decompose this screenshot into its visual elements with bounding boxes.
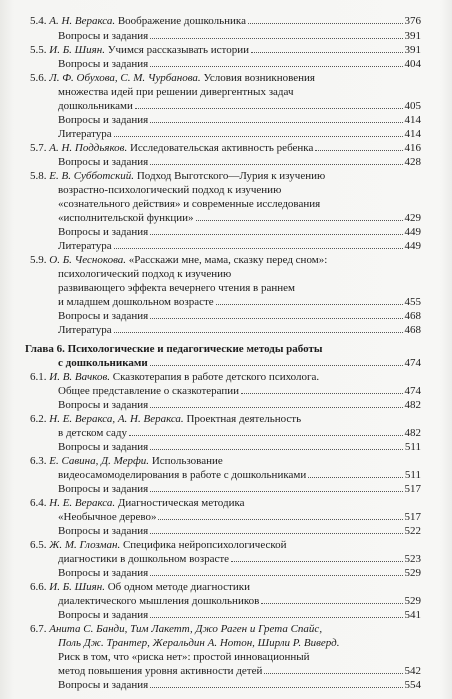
entry-text: Литература: [58, 128, 112, 140]
toc-entry[interactable]: [0, 637, 452, 649]
dot-leader: [251, 44, 403, 53]
entry-text: Вопросы и задания: [58, 114, 149, 126]
toc-entry[interactable]: [0, 581, 452, 593]
section-number: 6.6.: [30, 581, 47, 593]
page-number: 523: [404, 553, 421, 565]
page-number: 429: [404, 212, 421, 224]
author-name: А. Н. Веракса.: [49, 15, 116, 27]
entry-text: в детском саду: [58, 427, 128, 439]
toc-line: [58, 324, 112, 336]
toc-line: [58, 282, 295, 294]
toc-entry[interactable]: [0, 679, 452, 691]
toc-line: [30, 497, 245, 509]
section-title: Использование: [151, 455, 223, 467]
toc-line: [58, 86, 294, 98]
toc-line: [58, 128, 112, 140]
dot-leader: [261, 595, 402, 604]
dot-leader: [150, 58, 402, 67]
page-number: 449: [404, 240, 421, 252]
dot-leader: [114, 128, 403, 137]
entry-text: дошкольниками: [58, 100, 133, 112]
dot-leader: [264, 665, 402, 674]
page-number: 529: [404, 567, 421, 579]
entry-text: Общее представление о сказкотерапии: [58, 385, 240, 397]
entry-text: видеосамомоделирования в работе с дошкольниками: [58, 469, 307, 481]
section-title: Воображение дошкольника: [117, 15, 246, 27]
toc-line: [30, 15, 246, 27]
toc-line: [58, 198, 320, 210]
dot-leader: [150, 226, 402, 235]
section-number: 5.8.: [30, 170, 47, 182]
toc-line: [58, 441, 148, 453]
page-number: 428: [404, 156, 421, 168]
author-name: Ж. М. Глозман.: [49, 539, 121, 551]
entry-text: психологический подход к изучению: [58, 268, 232, 280]
entry-text: Литература: [58, 240, 112, 252]
toc-line: [58, 156, 148, 168]
toc-entry[interactable]: [0, 623, 452, 635]
toc-line: [58, 651, 310, 663]
author-name: Л. Ф. Обухова, С. М. Чурбанова.: [49, 72, 201, 84]
toc-line: [30, 254, 327, 266]
toc-entry[interactable]: [0, 100, 452, 112]
page-number: 468: [404, 324, 421, 336]
toc-entry[interactable]: [0, 385, 452, 397]
entry-text: Литература: [58, 324, 112, 336]
author-name: Н. Е. Веракса, А. Н. Веракса.: [49, 413, 184, 425]
page-number: 482: [404, 427, 421, 439]
entry-text: Вопросы и задания: [58, 567, 149, 579]
entry-text: Вопросы и задания: [58, 226, 149, 238]
page-number: 511: [404, 469, 421, 481]
page-number: 517: [404, 483, 421, 495]
toc-entry[interactable]: [0, 86, 452, 98]
entry-text: диалектического мышления дошкольников: [58, 595, 260, 607]
page-number: 522: [404, 525, 421, 537]
section-number: 6.1.: [30, 371, 47, 383]
toc-line: [25, 343, 322, 355]
toc-entry[interactable]: [0, 44, 452, 56]
toc-entry[interactable]: [0, 651, 452, 663]
toc-line: [58, 296, 214, 308]
entry-text: Вопросы и задания: [58, 399, 149, 411]
dot-leader: [129, 427, 402, 436]
toc-line: [58, 679, 148, 691]
toc-line: [58, 30, 148, 42]
toc-entry[interactable]: [0, 357, 452, 369]
page-number: 405: [404, 100, 421, 112]
author-name: Е. Савина, Д. Мерфи.: [49, 455, 150, 467]
toc-entry[interactable]: [0, 413, 452, 425]
dot-leader: [114, 324, 403, 333]
section-number: 6.4.: [30, 497, 47, 509]
toc-entry[interactable]: [0, 198, 452, 210]
toc-line: [30, 72, 315, 84]
toc-line: [58, 637, 339, 649]
author-name: О. Б. Чеснокова.: [49, 254, 127, 266]
toc-entry[interactable]: [0, 343, 452, 355]
author-name: И. Б. Шиян.: [49, 44, 105, 56]
author-name: Поль Дж. Трантер, Жеральдин А. Нотон, Ширли Р. Виверд.: [58, 637, 340, 649]
toc-entry[interactable]: [0, 539, 452, 551]
toc-line: [58, 240, 112, 252]
toc-line: [58, 114, 148, 126]
dot-leader: [158, 511, 402, 520]
entry-text: развивающего эффекта вечернего чтения в раннем: [58, 282, 295, 294]
section-title: Условия возникновения: [203, 72, 315, 84]
page-number: 529: [404, 595, 421, 607]
toc-entry[interactable]: [0, 399, 452, 411]
entry-text: «исполнительской функции»: [58, 212, 194, 224]
toc-line: [30, 142, 313, 154]
toc-entry[interactable]: [0, 469, 452, 481]
dot-leader: [150, 525, 402, 534]
toc-entry[interactable]: [0, 128, 452, 140]
dot-leader: [241, 385, 402, 394]
entry-text: метод повышения уровня активности детей: [58, 665, 263, 677]
toc-entry[interactable]: [0, 142, 452, 154]
toc-entry[interactable]: [0, 665, 452, 677]
toc-entry[interactable]: [0, 156, 452, 168]
toc-line: [58, 665, 262, 677]
page-number: 376: [404, 15, 421, 27]
entry-text: Вопросы и задания: [58, 156, 149, 168]
section-title: Сказкотерапия в работе детского психолога.: [112, 371, 320, 383]
entry-text: диагностики в дошкольном возрасте: [58, 553, 230, 565]
chapter-title: с дошкольниками: [58, 357, 148, 369]
dot-leader: [150, 310, 402, 319]
toc-entry[interactable]: [0, 595, 452, 607]
dot-leader: [150, 441, 403, 450]
toc-entry[interactable]: [0, 525, 452, 537]
dot-leader: [150, 357, 403, 366]
dot-leader: [135, 100, 403, 109]
page-number: 482: [404, 399, 421, 411]
toc-entry[interactable]: [0, 567, 452, 579]
toc-line: [58, 469, 306, 481]
toc-line: [30, 581, 250, 593]
toc-line: [58, 184, 281, 196]
dot-leader: [150, 399, 402, 408]
toc-entry[interactable]: [0, 268, 452, 280]
dot-leader: [231, 553, 402, 562]
toc-entry[interactable]: [0, 310, 452, 322]
entry-text: Вопросы и задания: [58, 483, 149, 495]
author-name: И. Б. Шиян.: [49, 581, 105, 593]
author-name: Анита С. Банди, Тим Лакетт, Джо Раген и Грета Спайс,: [49, 623, 323, 635]
toc-line: [58, 268, 231, 280]
toc-entry[interactable]: [0, 371, 452, 383]
author-name: Е. В. Субботский.: [49, 170, 135, 182]
page-number: 391: [404, 44, 421, 56]
toc-line: [30, 44, 249, 56]
entry-text: «Необычное дерево»: [58, 511, 157, 523]
dot-leader: [150, 679, 402, 688]
dot-leader: [315, 142, 402, 151]
toc-line: [58, 58, 148, 70]
section-title: Об одном методе диагностики: [107, 581, 250, 593]
toc-line: [58, 399, 148, 411]
toc-line: [30, 170, 325, 182]
section-title: Специфика нейропсихологической: [122, 539, 287, 551]
page-number: 517: [404, 511, 421, 523]
section-number: 6.2.: [30, 413, 47, 425]
author-name: И. В. Вачков.: [49, 371, 110, 383]
toc-line: [58, 553, 229, 565]
section-number: 6.3.: [30, 455, 47, 467]
toc-line: [58, 212, 194, 224]
toc-entry[interactable]: [0, 427, 452, 439]
author-name: А. Н. Поддьяков.: [49, 142, 128, 154]
toc-line: [58, 567, 148, 579]
toc-entry[interactable]: [0, 240, 452, 252]
page-number: 474: [404, 385, 421, 397]
section-title: «Расскажи мне, мама, сказку перед сном»:: [128, 254, 328, 266]
entry-text: Вопросы и задания: [58, 441, 149, 453]
chapter-title: Глава 6. Психологические и педагогические методы работы: [25, 343, 323, 355]
toc-entry[interactable]: [0, 441, 452, 453]
toc-entry[interactable]: [0, 483, 452, 495]
section-number: 5.7.: [30, 142, 47, 154]
entry-text: Вопросы и задания: [58, 58, 149, 70]
toc-entry[interactable]: [0, 497, 452, 509]
section-number: 5.5.: [30, 44, 47, 56]
toc-entry[interactable]: [0, 30, 452, 42]
toc-line: [58, 427, 127, 439]
page-number: 391: [404, 30, 421, 42]
dot-leader: [216, 296, 403, 305]
toc-entry[interactable]: [0, 254, 452, 266]
entry-text: Вопросы и задания: [58, 30, 149, 42]
dot-leader: [248, 15, 403, 24]
section-number: 6.7.: [30, 623, 47, 635]
toc-line: [58, 357, 148, 369]
page-number: 455: [404, 296, 421, 308]
toc-entry[interactable]: [0, 114, 452, 126]
toc-line: [58, 100, 133, 112]
toc-entry[interactable]: [0, 296, 452, 308]
page-number: 404: [404, 58, 421, 70]
toc-entry[interactable]: [0, 58, 452, 70]
dot-leader: [114, 240, 403, 249]
dot-leader: [150, 30, 402, 39]
toc-line: [58, 609, 148, 621]
toc-entry[interactable]: [0, 212, 452, 224]
entry-text: и младшем дошкольном возрасте: [58, 296, 214, 308]
entry-text: возрастно-психологический подход к изучению: [58, 184, 282, 196]
section-title: Проектная деятельность: [186, 413, 302, 425]
page-number: 541: [404, 609, 421, 621]
page-number: 511: [404, 441, 421, 453]
toc-entry[interactable]: [0, 282, 452, 294]
dot-leader: [150, 609, 402, 618]
entry-text: Риск в том, что «риска нет»: простой инновационный: [58, 651, 310, 663]
toc-entry[interactable]: [0, 455, 452, 467]
toc-line: [58, 525, 148, 537]
toc-entry[interactable]: [0, 324, 452, 336]
entry-text: Вопросы и задания: [58, 310, 149, 322]
entry-text: Вопросы и задания: [58, 609, 149, 621]
toc-entry[interactable]: [0, 226, 452, 238]
toc-entry[interactable]: [0, 72, 452, 84]
section-number: 5.4.: [30, 15, 47, 27]
toc-line: [58, 511, 156, 523]
entry-text: множества идей при решении дивергентных задач: [58, 86, 294, 98]
dot-leader: [150, 114, 402, 123]
page-number: 414: [404, 128, 421, 140]
toc-line: [30, 623, 322, 635]
toc-line: [30, 371, 319, 383]
toc-line: [58, 310, 148, 322]
toc-line: [58, 226, 148, 238]
toc-entry[interactable]: [0, 553, 452, 565]
author-name: Н. Е. Веракса.: [49, 497, 116, 509]
section-title: Диагностическая методика: [117, 497, 245, 509]
page-number: 449: [404, 226, 421, 238]
page-number: 468: [404, 310, 421, 322]
section-number: 5.9.: [30, 254, 47, 266]
toc-line: [30, 539, 287, 551]
page-number: 414: [404, 114, 421, 126]
toc-line: [30, 455, 223, 467]
entry-text: «сознательного действия» и современные исследования: [58, 198, 321, 210]
toc-line: [58, 595, 259, 607]
section-number: 5.6.: [30, 72, 47, 84]
dot-leader: [196, 212, 403, 221]
toc-entry[interactable]: [0, 15, 452, 27]
dot-leader: [308, 469, 403, 478]
page-number: 542: [404, 665, 421, 677]
page-number: 554: [404, 679, 421, 691]
toc-line: [30, 413, 301, 425]
toc-entry[interactable]: [0, 170, 452, 182]
section-title: Подход Выготского—Лурия к изучению: [136, 170, 326, 182]
section-number: 6.5.: [30, 539, 47, 551]
toc-entry[interactable]: [0, 511, 452, 523]
dot-leader: [150, 567, 402, 576]
toc-line: [58, 483, 148, 495]
toc-entry[interactable]: [0, 184, 452, 196]
entry-text: Вопросы и задания: [58, 679, 149, 691]
page-number: 416: [404, 142, 421, 154]
section-title: Исследовательская активность ребенка: [129, 142, 314, 154]
toc-line: [58, 385, 239, 397]
dot-leader: [150, 156, 402, 165]
dot-leader: [150, 483, 402, 492]
entry-text: Вопросы и задания: [58, 525, 149, 537]
toc-entry[interactable]: [0, 609, 452, 621]
section-title: Учимся рассказывать истории: [107, 44, 249, 56]
page-number: 474: [404, 357, 421, 369]
